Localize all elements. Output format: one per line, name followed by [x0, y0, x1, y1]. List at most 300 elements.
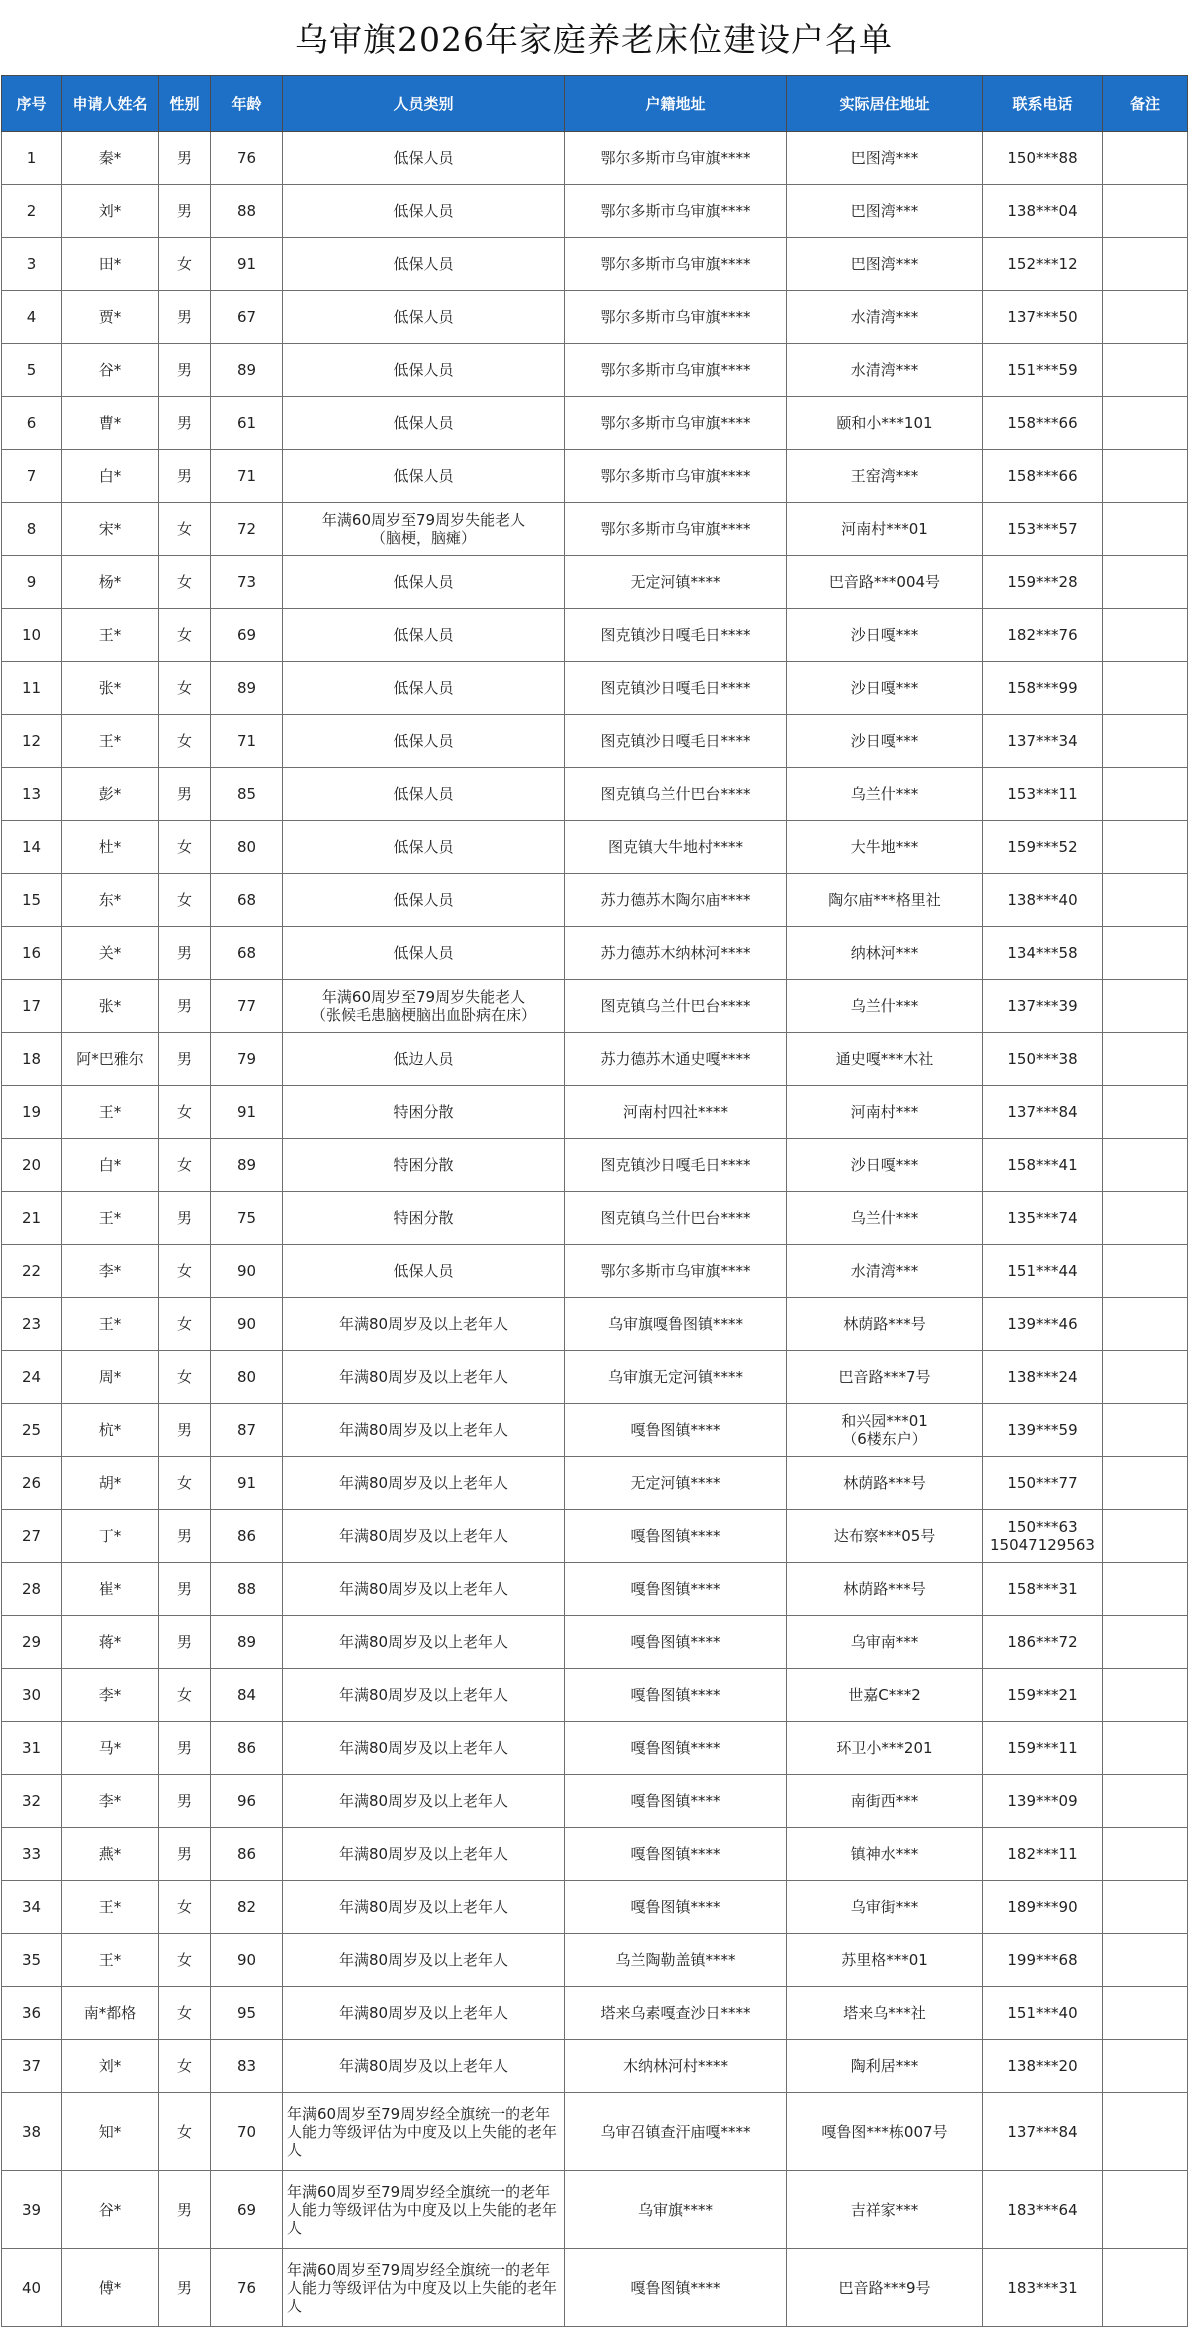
cell-category: 低保人员: [283, 344, 565, 397]
cell-hukou: 图克镇乌兰什巴台****: [565, 1192, 787, 1245]
cell-name: 杨*: [62, 556, 159, 609]
cell-gender: 男: [159, 980, 211, 1033]
cell-category: 低边人员: [283, 1033, 565, 1086]
cell-note: [1103, 1828, 1188, 1881]
cell-hukou: 鄂尔多斯市乌审旗****: [565, 291, 787, 344]
cell-age: 71: [211, 715, 283, 768]
cell-note: [1103, 662, 1188, 715]
cell-phone: 186***72: [983, 1616, 1103, 1669]
cell-name: 谷*: [62, 2171, 159, 2249]
cell-category: 年满60周岁至79周岁失能老人 （张候毛患脑梗脑出血卧病在床）: [283, 980, 565, 1033]
cell-note: [1103, 1457, 1188, 1510]
cell-gender: 男: [159, 2171, 211, 2249]
cell-residence: 嘎鲁图***栋007号: [787, 2093, 983, 2171]
cell-residence: 和兴园***01 （6楼东户）: [787, 1404, 983, 1457]
cell-phone: 137***84: [983, 2093, 1103, 2171]
table-row: [2, 1828, 1188, 1881]
cell-residence: 世嘉C***2: [787, 1669, 983, 1722]
header-name: 申请人姓名: [62, 76, 159, 132]
table-row: [2, 1033, 1188, 1086]
table-row: [2, 450, 1188, 503]
cell-name: 王*: [62, 1881, 159, 1934]
table-row: [2, 291, 1188, 344]
cell-category: 低保人员: [283, 662, 565, 715]
cell-gender: 男: [159, 344, 211, 397]
cell-category: 特困分散: [283, 1086, 565, 1139]
cell-gender: 女: [159, 503, 211, 556]
cell-gender: 男: [159, 1563, 211, 1616]
cell-category: 年满80周岁及以上老年人: [283, 1351, 565, 1404]
cell-residence: 陶利居***: [787, 2040, 983, 2093]
cell-note: [1103, 1881, 1188, 1934]
cell-phone: 158***66: [983, 397, 1103, 450]
cell-category: 年满80周岁及以上老年人: [283, 1775, 565, 1828]
cell-phone: 137***84: [983, 1086, 1103, 1139]
cell-age: 84: [211, 1669, 283, 1722]
table-row: [2, 2171, 1188, 2249]
cell-note: [1103, 1563, 1188, 1616]
cell-gender: 女: [159, 1351, 211, 1404]
cell-name: 白*: [62, 450, 159, 503]
cell-name: 王*: [62, 1298, 159, 1351]
cell-hukou: 嘎鲁图镇****: [565, 1616, 787, 1669]
cell-phone: 183***64: [983, 2171, 1103, 2249]
table-row: [2, 1351, 1188, 1404]
cell-phone: 158***31: [983, 1563, 1103, 1616]
cell-note: [1103, 1245, 1188, 1298]
cell-no: 40: [2, 2249, 62, 2327]
cell-gender: 男: [159, 768, 211, 821]
cell-note: [1103, 503, 1188, 556]
cell-no: 31: [2, 1722, 62, 1775]
cell-phone: 159***52: [983, 821, 1103, 874]
cell-hukou: 鄂尔多斯市乌审旗****: [565, 344, 787, 397]
cell-phone: 150***63 15047129563: [983, 1510, 1103, 1563]
cell-phone: 137***34: [983, 715, 1103, 768]
cell-note: [1103, 291, 1188, 344]
cell-no: 2: [2, 185, 62, 238]
cell-gender: 男: [159, 1828, 211, 1881]
cell-no: 9: [2, 556, 62, 609]
cell-note: [1103, 874, 1188, 927]
cell-residence: 河南村***01: [787, 503, 983, 556]
cell-no: 14: [2, 821, 62, 874]
cell-name: 李*: [62, 1775, 159, 1828]
cell-no: 35: [2, 1934, 62, 1987]
cell-age: 80: [211, 821, 283, 874]
cell-age: 72: [211, 503, 283, 556]
table-row: [2, 1987, 1188, 2040]
table-row: [2, 238, 1188, 291]
cell-age: 61: [211, 397, 283, 450]
table-row: [2, 874, 1188, 927]
cell-gender: 女: [159, 1987, 211, 2040]
cell-hukou: 鄂尔多斯市乌审旗****: [565, 503, 787, 556]
table-row: [2, 1881, 1188, 1934]
cell-category: 低保人员: [283, 874, 565, 927]
cell-category: 低保人员: [283, 715, 565, 768]
cell-note: [1103, 2171, 1188, 2249]
cell-no: 22: [2, 1245, 62, 1298]
cell-hukou: 苏力德苏木陶尔庙****: [565, 874, 787, 927]
cell-phone: 153***11: [983, 768, 1103, 821]
cell-phone: 199***68: [983, 1934, 1103, 1987]
cell-hukou: 乌审旗嘎鲁图镇****: [565, 1298, 787, 1351]
cell-hukou: 图克镇沙日嘎毛日****: [565, 662, 787, 715]
cell-residence: 纳林河***: [787, 927, 983, 980]
cell-name: 王*: [62, 609, 159, 662]
cell-note: [1103, 609, 1188, 662]
header-residence: 实际居住地址: [787, 76, 983, 132]
cell-category: 低保人员: [283, 556, 565, 609]
cell-hukou: 苏力德苏木通史嘎****: [565, 1033, 787, 1086]
cell-phone: 151***44: [983, 1245, 1103, 1298]
cell-category: 年满80周岁及以上老年人: [283, 1510, 565, 1563]
cell-phone: 137***50: [983, 291, 1103, 344]
cell-category: 年满60周岁至79周岁经全旗统一的老年人能力等级评估为中度及以上失能的老年人: [283, 2093, 565, 2171]
cell-name: 马*: [62, 1722, 159, 1775]
cell-name: 关*: [62, 927, 159, 980]
cell-residence: 乌兰什***: [787, 980, 983, 1033]
cell-phone: 150***77: [983, 1457, 1103, 1510]
cell-hukou: 图克镇沙日嘎毛日****: [565, 609, 787, 662]
cell-category: 低保人员: [283, 450, 565, 503]
cell-category: 特困分散: [283, 1139, 565, 1192]
cell-no: 32: [2, 1775, 62, 1828]
cell-hukou: 嘎鲁图镇****: [565, 1510, 787, 1563]
cell-note: [1103, 1139, 1188, 1192]
cell-age: 87: [211, 1404, 283, 1457]
cell-residence: 环卫小***201: [787, 1722, 983, 1775]
cell-phone: 159***21: [983, 1669, 1103, 1722]
cell-gender: 女: [159, 1139, 211, 1192]
cell-residence: 水清湾***: [787, 291, 983, 344]
cell-residence: 林荫路***号: [787, 1298, 983, 1351]
table-row: [2, 1775, 1188, 1828]
cell-gender: 男: [159, 2249, 211, 2327]
cell-gender: 女: [159, 1881, 211, 1934]
cell-age: 89: [211, 344, 283, 397]
cell-name: 田*: [62, 238, 159, 291]
cell-hukou: 鄂尔多斯市乌审旗****: [565, 1245, 787, 1298]
cell-phone: 189***90: [983, 1881, 1103, 1934]
cell-gender: 女: [159, 874, 211, 927]
cell-name: 傅*: [62, 2249, 159, 2327]
cell-category: 低保人员: [283, 291, 565, 344]
cell-no: 23: [2, 1298, 62, 1351]
cell-hukou: 图克镇沙日嘎毛日****: [565, 715, 787, 768]
cell-hukou: 木纳林河村****: [565, 2040, 787, 2093]
cell-gender: 男: [159, 185, 211, 238]
cell-no: 19: [2, 1086, 62, 1139]
cell-hukou: 嘎鲁图镇****: [565, 2249, 787, 2327]
cell-age: 83: [211, 2040, 283, 2093]
cell-note: [1103, 2249, 1188, 2327]
table-row: [2, 980, 1188, 1033]
cell-residence: 河南村***: [787, 1086, 983, 1139]
table-row: [2, 1934, 1188, 1987]
table-row: [2, 927, 1188, 980]
cell-residence: 南街西***: [787, 1775, 983, 1828]
cell-phone: 152***12: [983, 238, 1103, 291]
cell-phone: 150***38: [983, 1033, 1103, 1086]
cell-no: 18: [2, 1033, 62, 1086]
table-row: [2, 1669, 1188, 1722]
cell-note: [1103, 556, 1188, 609]
cell-hukou: 无定河镇****: [565, 1457, 787, 1510]
cell-name: 杜*: [62, 821, 159, 874]
cell-category: 年满60周岁至79周岁经全旗统一的老年人能力等级评估为中度及以上失能的老年人: [283, 2249, 565, 2327]
cell-no: 24: [2, 1351, 62, 1404]
cell-name: 李*: [62, 1245, 159, 1298]
table-row: [2, 185, 1188, 238]
cell-age: 91: [211, 1457, 283, 1510]
cell-age: 88: [211, 185, 283, 238]
cell-name: 曹*: [62, 397, 159, 450]
cell-no: 4: [2, 291, 62, 344]
cell-residence: 大牛地***: [787, 821, 983, 874]
cell-no: 13: [2, 768, 62, 821]
cell-hukou: 乌审旗****: [565, 2171, 787, 2249]
header-category: 人员类别: [283, 76, 565, 132]
cell-category: 低保人员: [283, 768, 565, 821]
cell-phone: 137***39: [983, 980, 1103, 1033]
cell-name: 蒋*: [62, 1616, 159, 1669]
cell-category: 低保人员: [283, 185, 565, 238]
cell-no: 36: [2, 1987, 62, 2040]
cell-age: 76: [211, 132, 283, 185]
cell-phone: 139***59: [983, 1404, 1103, 1457]
cell-hukou: 嘎鲁图镇****: [565, 1828, 787, 1881]
cell-residence: 塔来乌***社: [787, 1987, 983, 2040]
cell-gender: 男: [159, 1033, 211, 1086]
cell-residence: 巴图湾***: [787, 238, 983, 291]
cell-hukou: 乌兰陶勒盖镇****: [565, 1934, 787, 1987]
cell-name: 张*: [62, 662, 159, 715]
cell-name: 阿*巴雅尔: [62, 1033, 159, 1086]
cell-note: [1103, 1192, 1188, 1245]
table-row: [2, 1722, 1188, 1775]
cell-no: 17: [2, 980, 62, 1033]
cell-residence: 乌审街***: [787, 1881, 983, 1934]
page-title: 乌审旗2026年家庭养老床位建设户名单: [295, 20, 893, 59]
cell-name: 张*: [62, 980, 159, 1033]
cell-age: 80: [211, 1351, 283, 1404]
cell-age: 90: [211, 1934, 283, 1987]
cell-phone: 139***09: [983, 1775, 1103, 1828]
cell-no: 38: [2, 2093, 62, 2171]
cell-residence: 沙日嘎***: [787, 1139, 983, 1192]
cell-name: 谷*: [62, 344, 159, 397]
cell-residence: 沙日嘎***: [787, 715, 983, 768]
cell-category: 年满80周岁及以上老年人: [283, 1457, 565, 1510]
table-row: [2, 1616, 1188, 1669]
cell-age: 88: [211, 1563, 283, 1616]
cell-hukou: 鄂尔多斯市乌审旗****: [565, 238, 787, 291]
cell-gender: 女: [159, 715, 211, 768]
cell-note: [1103, 397, 1188, 450]
cell-age: 89: [211, 1616, 283, 1669]
cell-residence: 达布察***05号: [787, 1510, 983, 1563]
cell-note: [1103, 980, 1188, 1033]
cell-no: 37: [2, 2040, 62, 2093]
cell-age: 71: [211, 450, 283, 503]
cell-residence: 通史嘎***木社: [787, 1033, 983, 1086]
cell-age: 68: [211, 927, 283, 980]
cell-no: 27: [2, 1510, 62, 1563]
cell-age: 96: [211, 1775, 283, 1828]
cell-phone: 151***40: [983, 1987, 1103, 2040]
table-row: [2, 503, 1188, 556]
cell-age: 76: [211, 2249, 283, 2327]
cell-gender: 男: [159, 1404, 211, 1457]
cell-gender: 女: [159, 1457, 211, 1510]
cell-category: 年满80周岁及以上老年人: [283, 1722, 565, 1775]
cell-no: 1: [2, 132, 62, 185]
cell-age: 86: [211, 1722, 283, 1775]
cell-note: [1103, 1934, 1188, 1987]
cell-category: 年满80周岁及以上老年人: [283, 1934, 565, 1987]
cell-name: 南*都格: [62, 1987, 159, 2040]
table-header-row: [2, 76, 1188, 132]
cell-residence: 沙日嘎***: [787, 662, 983, 715]
cell-note: [1103, 344, 1188, 397]
cell-phone: 138***40: [983, 874, 1103, 927]
cell-age: 69: [211, 2171, 283, 2249]
header-hukou: 户籍地址: [565, 76, 787, 132]
table-row: [2, 821, 1188, 874]
cell-name: 崔*: [62, 1563, 159, 1616]
cell-phone: 183***31: [983, 2249, 1103, 2327]
cell-note: [1103, 1033, 1188, 1086]
cell-note: [1103, 821, 1188, 874]
cell-gender: 男: [159, 1192, 211, 1245]
cell-hukou: 鄂尔多斯市乌审旗****: [565, 397, 787, 450]
cell-gender: 男: [159, 1616, 211, 1669]
cell-note: [1103, 1616, 1188, 1669]
cell-age: 73: [211, 556, 283, 609]
cell-residence: 水清湾***: [787, 344, 983, 397]
cell-phone: 151***59: [983, 344, 1103, 397]
table-row: [2, 1192, 1188, 1245]
cell-hukou: 乌审召镇查汗庙嘎****: [565, 2093, 787, 2171]
cell-category: 年满80周岁及以上老年人: [283, 1563, 565, 1616]
cell-name: 王*: [62, 715, 159, 768]
table-row: [2, 1404, 1188, 1457]
cell-category: 低保人员: [283, 132, 565, 185]
table-row: [2, 662, 1188, 715]
cell-category: 低保人员: [283, 821, 565, 874]
cell-age: 90: [211, 1245, 283, 1298]
cell-name: 知*: [62, 2093, 159, 2171]
cell-hukou: 嘎鲁图镇****: [565, 1775, 787, 1828]
cell-category: 年满80周岁及以上老年人: [283, 2040, 565, 2093]
cell-gender: 女: [159, 2093, 211, 2171]
cell-hukou: 无定河镇****: [565, 556, 787, 609]
cell-category: 年满80周岁及以上老年人: [283, 1881, 565, 1934]
cell-category: 特困分散: [283, 1192, 565, 1245]
cell-note: [1103, 1086, 1188, 1139]
cell-name: 王*: [62, 1934, 159, 1987]
cell-hukou: 苏力德苏木纳林河****: [565, 927, 787, 980]
cell-phone: 159***11: [983, 1722, 1103, 1775]
cell-note: [1103, 238, 1188, 291]
cell-note: [1103, 185, 1188, 238]
cell-note: [1103, 927, 1188, 980]
cell-no: 21: [2, 1192, 62, 1245]
cell-no: 34: [2, 1881, 62, 1934]
cell-age: 75: [211, 1192, 283, 1245]
header-phone: 联系电话: [983, 76, 1103, 132]
cell-gender: 女: [159, 609, 211, 662]
table-row: [2, 1457, 1188, 1510]
cell-phone: 182***11: [983, 1828, 1103, 1881]
table-row: [2, 2093, 1188, 2171]
cell-name: 李*: [62, 1669, 159, 1722]
cell-name: 杭*: [62, 1404, 159, 1457]
cell-category: 年满60周岁至79周岁经全旗统一的老年人能力等级评估为中度及以上失能的老年人: [283, 2171, 565, 2249]
table-row: [2, 2040, 1188, 2093]
cell-age: 79: [211, 1033, 283, 1086]
cell-name: 王*: [62, 1086, 159, 1139]
cell-hukou: 图克镇乌兰什巴台****: [565, 980, 787, 1033]
cell-no: 30: [2, 1669, 62, 1722]
cell-gender: 女: [159, 821, 211, 874]
cell-no: 25: [2, 1404, 62, 1457]
cell-phone: 158***66: [983, 450, 1103, 503]
cell-gender: 男: [159, 1510, 211, 1563]
cell-gender: 女: [159, 1245, 211, 1298]
cell-note: [1103, 450, 1188, 503]
cell-category: 低保人员: [283, 609, 565, 662]
cell-residence: 林荫路***号: [787, 1563, 983, 1616]
cell-residence: 巴音路***9号: [787, 2249, 983, 2327]
cell-age: 95: [211, 1987, 283, 2040]
cell-residence: 沙日嘎***: [787, 609, 983, 662]
cell-hukou: 嘎鲁图镇****: [565, 1722, 787, 1775]
cell-no: 11: [2, 662, 62, 715]
cell-residence: 巴音路***004号: [787, 556, 983, 609]
cell-age: 77: [211, 980, 283, 1033]
cell-no: 33: [2, 1828, 62, 1881]
table-row: [2, 1563, 1188, 1616]
cell-name: 刘*: [62, 2040, 159, 2093]
table-row: [2, 556, 1188, 609]
cell-gender: 女: [159, 1669, 211, 1722]
cell-name: 彭*: [62, 768, 159, 821]
cell-phone: 138***24: [983, 1351, 1103, 1404]
cell-residence: 乌审南***: [787, 1616, 983, 1669]
cell-no: 15: [2, 874, 62, 927]
cell-no: 5: [2, 344, 62, 397]
cell-category: 年满80周岁及以上老年人: [283, 1298, 565, 1351]
cell-note: [1103, 1722, 1188, 1775]
cell-no: 16: [2, 927, 62, 980]
cell-note: [1103, 2093, 1188, 2171]
cell-name: 胡*: [62, 1457, 159, 1510]
cell-age: 70: [211, 2093, 283, 2171]
cell-note: [1103, 1669, 1188, 1722]
cell-no: 28: [2, 1563, 62, 1616]
cell-residence: 吉祥家***: [787, 2171, 983, 2249]
table-row: [2, 715, 1188, 768]
cell-hukou: 图克镇大牛地村****: [565, 821, 787, 874]
cell-category: 年满80周岁及以上老年人: [283, 1616, 565, 1669]
cell-hukou: 河南村四社****: [565, 1086, 787, 1139]
cell-note: [1103, 1298, 1188, 1351]
cell-gender: 女: [159, 556, 211, 609]
cell-name: 秦*: [62, 132, 159, 185]
